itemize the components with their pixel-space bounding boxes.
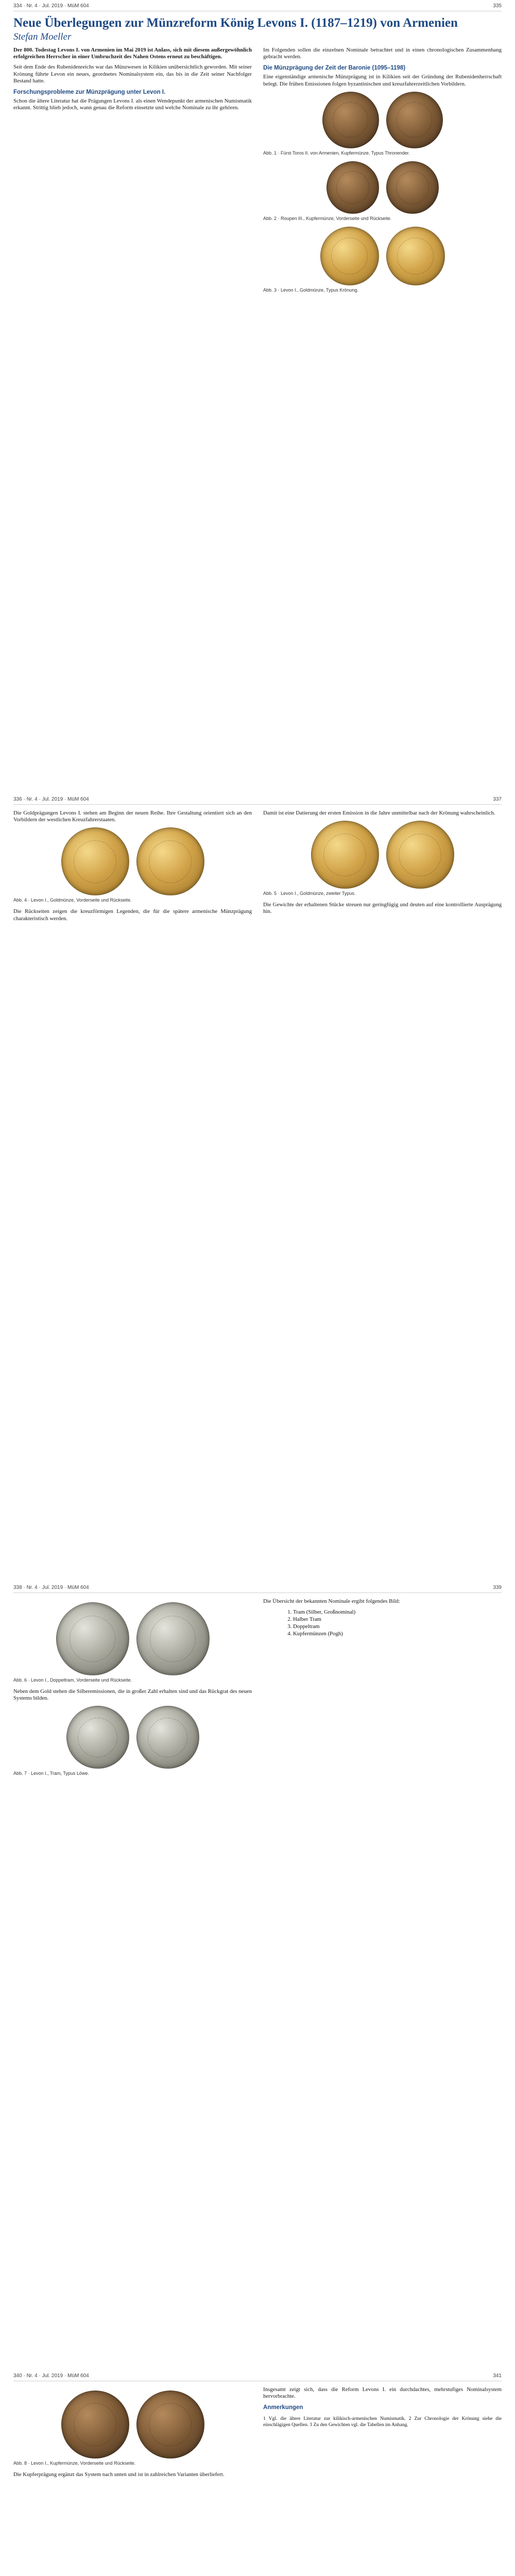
right-column (263, 1598, 502, 1782)
coin-obverse-image (311, 821, 379, 889)
list-item: 3. Doppeltram (293, 1623, 502, 1630)
coin-obverse-image (320, 227, 379, 285)
figure-caption: Abb. 8 · Levon I., Kupfermünze, Vorderseite und Rückseite. (13, 2461, 136, 2466)
coin-reverse-image (136, 1602, 210, 1675)
body-paragraph: Damit ist eine Datierung der ersten Emission in die Jahre unmittelbar nach der Krönung wahrscheinlich. (263, 810, 495, 816)
coin-reverse-image (136, 827, 204, 895)
running-head-left: 340 · Nr. 4 · Jul. 2019 · MüM 604 (13, 2373, 89, 2379)
coin-reverse-image (136, 2391, 204, 2459)
coin-figure (263, 227, 502, 285)
footnotes: 1 Vgl. die ältere Literatur zur kilikisch-armenischen Numismatik. 2 Zur Chronologie der Krönung siehe die einschlägigen Quellen. 3 Zu den Gewichten vgl. die Tabellen im Anhang. (263, 2416, 502, 2428)
running-head-right: 341 (493, 2373, 502, 2379)
nominal-list (272, 1608, 502, 1637)
coin-reverse-image (386, 821, 454, 889)
coin-figure (13, 1602, 252, 1675)
coin-obverse-image (56, 1602, 129, 1675)
body-paragraph: Seit dem Ende des Rubenidenreichs war das Münzwesen in Kilikien unübersichtlich geworden. Mit seiner Krönung führte Levon ein neues, geordnetes Nominalsystem ein, das bis in die Zeit seiner Nachfolger Bestand hatte. (13, 64, 252, 84)
list-item: 4. Kupfermünzen (Pogh) (293, 1630, 502, 1637)
running-head-left: 338 · Nr. 4 · Jul. 2019 · MüM 604 (13, 1585, 89, 1590)
section-heading: Die Münzprägung der Zeit der Baronie (1095–1198) (263, 65, 406, 72)
coin-reverse-image (386, 227, 445, 285)
journal-page-3 (0, 1582, 515, 2370)
coin-figure (13, 1706, 252, 1769)
figure-caption: Abb. 5 · Levon I., Goldmünze, zweiter Typus. (263, 891, 356, 896)
figure-caption: Abb. 1 · Fürst Toros II. von Armenien, Kupfermünze, Typus Thronender. (263, 150, 410, 156)
left-column (13, 47, 252, 298)
coin-figure (263, 161, 502, 214)
body-paragraph: Die Gewichte der erhaltenen Stücke streuen nur geringfügig und deuten auf eine kontrollierte Ausprägung hin. (263, 902, 502, 915)
article-title: Neue Überlegungen zur Münzreform König Levons I. (1187–1219) von Armenien (13, 16, 458, 30)
coin-obverse-image (61, 827, 129, 895)
coin-reverse-image (386, 92, 443, 148)
coin-figure (13, 827, 252, 895)
section-heading: Forschungsprobleme zur Münzprägung unter Levon I. (13, 89, 166, 96)
running-head (13, 2370, 502, 2381)
body-paragraph: Neben dem Gold stehen die Silberemissionen, die in großer Zahl erhalten sind und das Rückgrat des neuen Systems bilden. (13, 1688, 252, 1702)
left-column (13, 1598, 252, 1782)
journal-page-4 (0, 2370, 515, 2576)
running-head-left: 334 · Nr. 4 · Jul. 2019 · MüM 604 (13, 3, 89, 9)
body-paragraph: Die Kupferprägung ergänzt das System nach unten und ist in zahlreichen Varianten überliefert. (13, 2471, 225, 2478)
running-head (13, 793, 502, 805)
coin-reverse-image (386, 161, 439, 214)
right-column (263, 47, 502, 298)
running-head-left: 336 · Nr. 4 · Jul. 2019 · MüM 604 (13, 796, 89, 802)
body-paragraph: Eine eigenständige armenische Münzprägung ist in Kilikien seit der Gründung der Rubenidenherrschaft belegt. Die frühen Emissionen folgen byzantinischen und kreuzfahrerzeitlichen Vorbildern. (263, 74, 502, 87)
coin-figure (13, 2391, 252, 2459)
coin-reverse-image (136, 1706, 199, 1769)
figure-caption: Abb. 4 · Levon I., Goldmünze, Vorderseite und Rückseite. (13, 897, 132, 903)
list-item: 1. Tram (Silber, Großnominal) (293, 1608, 502, 1616)
figure-caption: Abb. 3 · Levon I., Goldmünze, Typus Krönung. (263, 287, 358, 293)
coin-figure (263, 92, 502, 148)
running-head-right: 337 (493, 796, 502, 802)
coin-obverse-image (327, 161, 379, 214)
list-item: 2. Halber Tram (293, 1616, 502, 1623)
right-column (263, 2386, 502, 2482)
running-head-right: 335 (493, 3, 502, 9)
figure-caption: Abb. 7 · Levon I., Tram, Typus Löwe. (13, 1771, 89, 1776)
coin-obverse-image (66, 1706, 129, 1769)
running-head-right: 339 (493, 1585, 502, 1590)
left-column (13, 2386, 252, 2482)
body-paragraph: Die Goldprägungen Levons I. stehen am Beginn der neuen Reihe. Ihre Gestaltung orientiert sich an den Vorbildern der westlichen Kreuzfahrerstaaten. (13, 810, 252, 823)
coin-obverse-image (322, 92, 379, 148)
journal-page-1 (0, 0, 515, 793)
body-paragraph: Die Übersicht der bekannten Nominale ergibt folgendes Bild: (263, 1598, 400, 1604)
journal-page-2 (0, 793, 515, 1582)
body-paragraph: Schon die ältere Literatur hat die Prägungen Levons I. als einen Wendepunkt der armenischen Numismatik erkannt. Strittig blieb jedoch, wann genau die Reform einsetzte und welche Nominale zu ihr gehören. (13, 98, 252, 111)
notes-heading: Anmerkungen (263, 2404, 303, 2411)
body-paragraph: Im Folgenden sollen die einzelnen Nominale betrachtet und in einen chronologischen Zusammenhang gebracht werden. (263, 47, 502, 60)
figure-caption: Abb. 6 · Levon I., Doppeltram, Vorderseite und Rückseite. (13, 1677, 132, 1683)
right-column (263, 810, 502, 926)
coin-figure (263, 821, 502, 889)
running-head (13, 1582, 502, 1593)
body-paragraph: Die Rückseiten zeigen die kreuzförmigen Legenden, die für die spätere armenische Münzprägung charakteristisch werden. (13, 908, 252, 922)
figure-caption: Abb. 2 · Roupen III., Kupfermünze, Vorderseite und Rückseite. (263, 215, 392, 221)
running-head (13, 0, 502, 11)
coin-obverse-image (61, 2391, 129, 2459)
intro-paragraph: Der 800. Todestag Levons I. von Armenien im Mai 2019 ist Anlass, sich mit diesem außergewöhnlich erfolgreichen Herrscher in einer Umbruchzeit des Nahen Ostens erneut zu beschäftigen. (13, 47, 252, 60)
article-author: Stefan Moeller (13, 31, 72, 42)
body-paragraph: Insgesamt zeigt sich, dass die Reform Levons I. ein durchdachtes, mehrstufiges Nominalsystem hervorbrachte. (263, 2386, 502, 2400)
left-column (13, 810, 252, 926)
